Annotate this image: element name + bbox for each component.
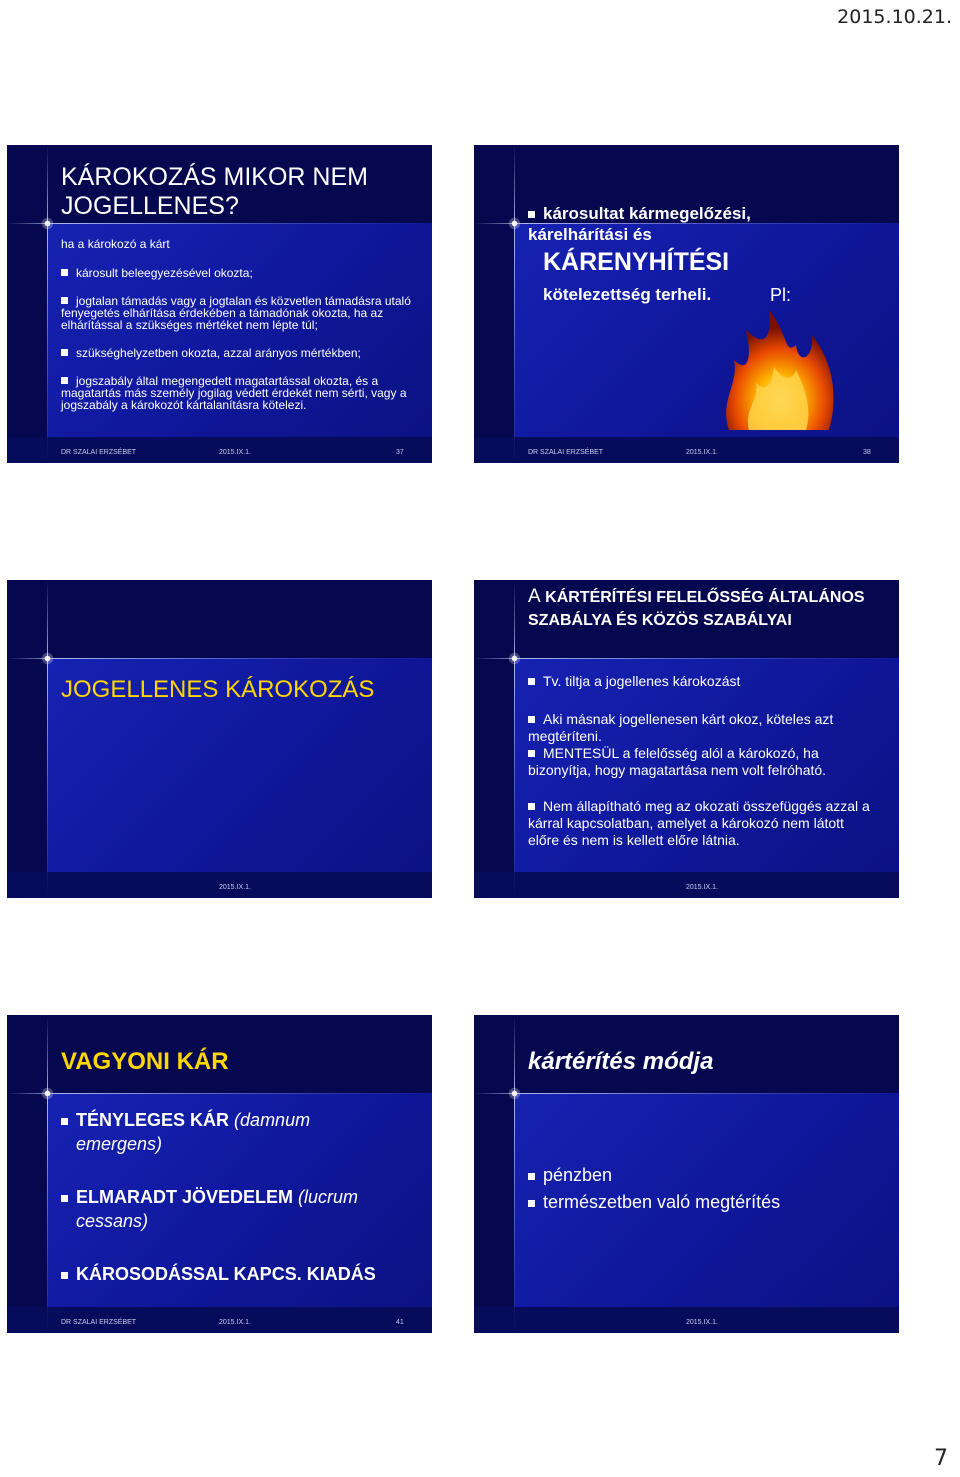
list-item: KÁROSODÁSSAL KAPCS. KIADÁS <box>61 1262 421 1286</box>
square-bullet-icon <box>61 377 68 384</box>
slide-40 <box>474 580 899 898</box>
square-bullet-icon <box>528 678 535 685</box>
footer-author: DR SZALAI ERZSÉBET <box>61 1319 137 1326</box>
slide-text-line3: kötelezettség terheli. <box>543 285 712 304</box>
list-item: Nem állapítható meg az okozati összefüggés azzal a kárral kapcsolatban, amelyet a károkozó nem látott előre és nem is kellett előre látnia. <box>528 798 870 848</box>
list-item: jogszabály által megengedett magatartással okozta, és a magatartás más személy jogilag védett érdekét nem sérti, vagy a jogszabály a károkozót kártalanításra kötelezi. <box>61 374 407 412</box>
slide-title: JOGELLENES KÁROKOZÁS <box>61 676 375 703</box>
list-item: Tv. tiltja a jogellenes károkozást <box>528 673 888 690</box>
square-bullet-icon <box>528 1173 535 1180</box>
footer-date: 2015.IX.1. <box>219 884 251 891</box>
slide-37 <box>7 145 432 463</box>
page-number: 7 <box>934 1446 948 1471</box>
footer-date: 2015.IX.1. <box>686 1319 718 1326</box>
page-date: 2015.10.21. <box>837 6 952 28</box>
footer-author: DR SZALAI ERZSÉBET <box>528 449 604 456</box>
slide-text-line1: károsultat kármegelőzési, kárelhárítási és <box>528 204 751 244</box>
slide-title: A KÁRTÉRÍTÉSI FELELŐSSÉG ÁLTALÁNOS SZABÁLYA ÉS KÖZÖS SZABÁLYAI <box>528 586 865 629</box>
footer-date: 2015.IX.1. <box>686 449 718 456</box>
list-item: TÉNYLEGES KÁR (damnum emergens) <box>61 1108 401 1156</box>
square-bullet-icon <box>61 1118 68 1125</box>
list-item: jogtalan támadás vagy a jogtalan és közvetlen támadásra utaló fenyegetés elhárítása érdekében a támadónak okozta, ha az elhárítással a szükséges mértéket nem lépte túl; <box>61 294 411 332</box>
list-item: MENTESÜL a felelősség alól a károkozó, ha bizonyítja, hogy magatartása nem volt felróható. <box>528 745 827 778</box>
square-bullet-icon <box>61 269 68 276</box>
square-bullet-icon <box>61 297 68 304</box>
footer-date: 2015.IX.1. <box>686 884 718 891</box>
slide-41 <box>7 1015 432 1333</box>
list-item: pénzben <box>528 1163 612 1187</box>
square-bullet-icon <box>528 716 535 723</box>
slide-number: 38 <box>863 449 871 456</box>
list-item: ELMARADT JÖVEDELEM (lucrum cessans) <box>61 1185 401 1233</box>
slide-42 <box>474 1015 899 1333</box>
fire-image <box>714 305 844 435</box>
list-item: szükséghelyzetben okozta, azzal arányos mértékben; <box>61 347 421 359</box>
list-item: természetben való megtérítés <box>528 1190 780 1214</box>
slide-title: kártérítés módja <box>528 1048 714 1075</box>
slide-number: 41 <box>396 1319 404 1326</box>
list-item: Aki másnak jogellenesen kárt okoz, köteles azt megtéríteni. <box>528 711 834 744</box>
slide-number: 37 <box>396 449 404 456</box>
example-label: Pl: <box>770 285 792 305</box>
list-item: károsult beleegyezésével okozta; <box>61 267 421 279</box>
square-bullet-icon <box>528 1200 535 1207</box>
footer-date: 2015.IX.1. <box>219 449 251 456</box>
square-bullet-icon <box>528 211 535 218</box>
square-bullet-icon <box>528 803 535 810</box>
square-bullet-icon <box>528 750 535 757</box>
slide-text-line2: KÁRENYHÍTÉSI <box>543 248 730 276</box>
slide-title: VAGYONI KÁR <box>61 1048 229 1075</box>
square-bullet-icon <box>61 349 68 356</box>
slide-38 <box>474 145 899 463</box>
footer-date: 2015.IX.1. <box>219 1319 251 1326</box>
square-bullet-icon <box>61 1195 68 1202</box>
slide-39 <box>7 580 432 898</box>
footer-author: DR SZALAI ERZSÉBET <box>61 449 137 456</box>
slide-title: KÁROKOZÁS MIKOR NEM JOGELLENES? <box>61 163 368 220</box>
intro-text: ha a károkozó a kárt <box>61 237 170 251</box>
square-bullet-icon <box>61 1272 68 1279</box>
